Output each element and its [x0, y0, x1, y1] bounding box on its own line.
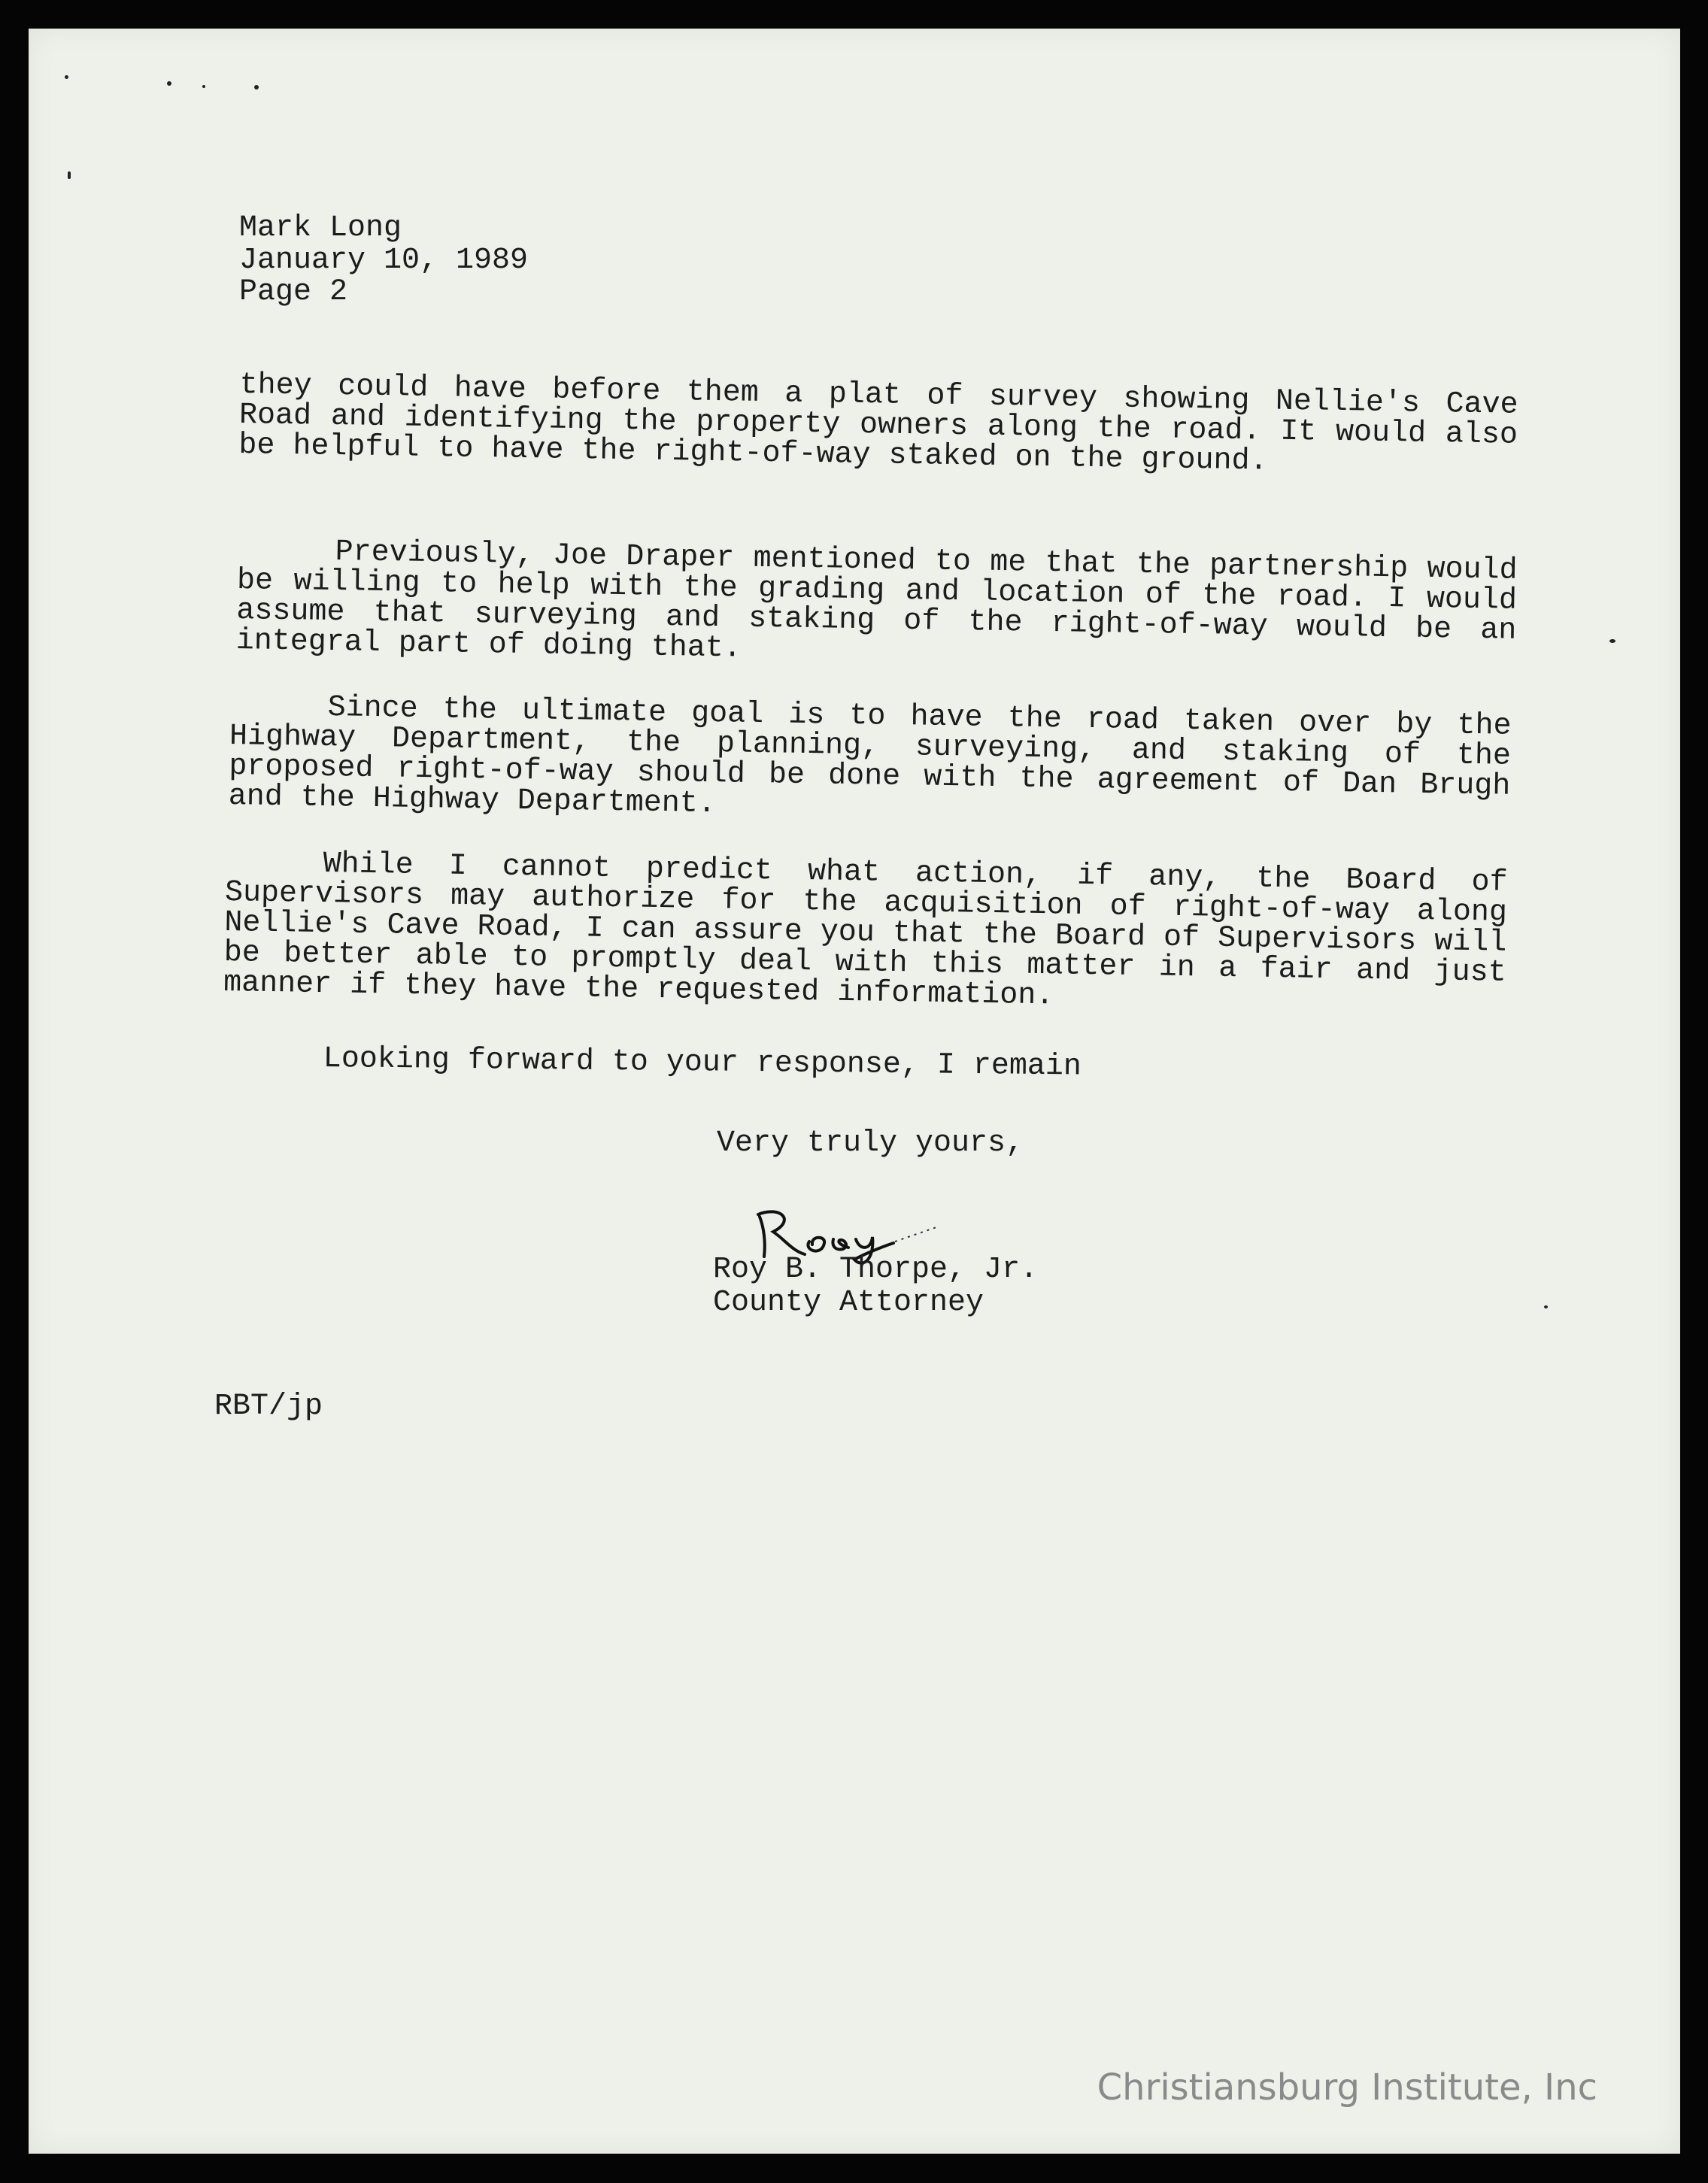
paragraph-text: Previously, Joe Draper mentioned to me that the partnership would be willing to help with the grading and location of the road. I would assume that surveying and staking of the right-of-way would be an integral part of doing that.	[235, 535, 1518, 666]
complimentary-close: Very truly yours,	[717, 1126, 1024, 1160]
paragraph-text: they could have before them a plat of survey showing Nellie's Cave Road and identifying the property owners along the road. It would also be helpful to have the right-of-way staked on the ground.	[238, 368, 1518, 479]
body-paragraph	[228, 692, 1511, 832]
paper-speck	[254, 85, 259, 89]
typist-initials: RBT/jp	[214, 1390, 323, 1423]
header-page-number: Page 2	[239, 275, 348, 309]
body-paragraph	[238, 368, 1518, 481]
paper-speck	[1609, 639, 1615, 643]
paper-speck	[68, 171, 71, 179]
closing-line: Looking forward to your response, I remain	[323, 1042, 1082, 1084]
signer-name: Roy B. Thorpe, Jr.	[713, 1253, 1039, 1287]
paper-speck	[1544, 1305, 1548, 1308]
paper-speck	[167, 81, 171, 86]
body-paragraph	[235, 536, 1517, 677]
archive-watermark: Christiansburg Institute, Inc	[1097, 2066, 1597, 2109]
paper-speck	[202, 85, 205, 88]
header-recipient: Mark Long	[239, 211, 402, 245]
letter-page	[29, 29, 1680, 2154]
paragraph-text: Since the ultimate goal is to have the road taken over by the Highway Department, the planning, surveying, and staking of the proposed right-of-way should be done with the agreement of Dan Brugh and the Highway Department.	[228, 691, 1512, 822]
body-paragraph	[223, 848, 1508, 1019]
signer-title: County Attorney	[713, 1286, 984, 1320]
paper-speck	[65, 75, 68, 79]
header-date: January 10, 1989	[239, 244, 529, 277]
paragraph-text: While I cannot predict what action, if any, the Board of Supervisors may authorize for the acquisition of right-of-way along Nellie's Cave Road, I can assure you that the Board of Supervisors will be better able to promptly deal with this matter in a fair and just manner if they have the requested information.	[223, 847, 1508, 1014]
